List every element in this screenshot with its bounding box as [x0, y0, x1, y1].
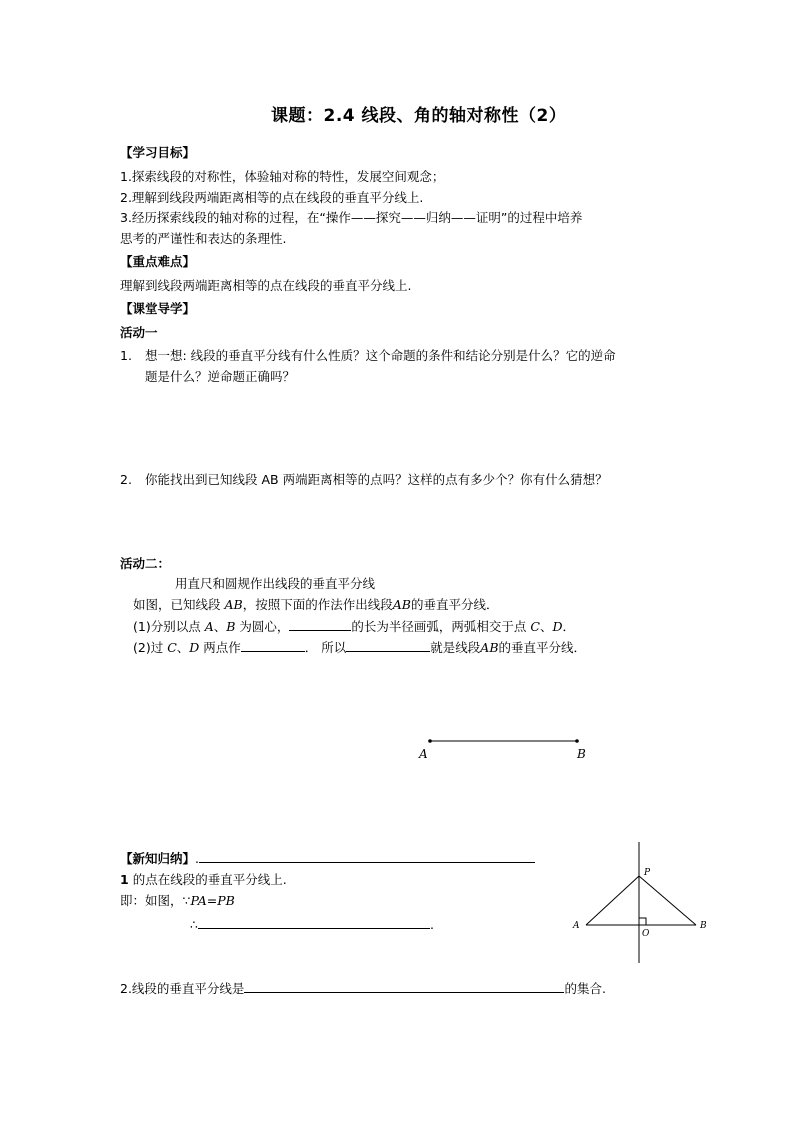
label-o: O — [642, 929, 650, 939]
point-b — [575, 739, 579, 743]
answer-blank-summary[interactable] — [199, 850, 535, 863]
question-2-text: 你能找出到已知线段 AB 两端距离相等的点吗？这样的点有多少个？你有什么猜想？ — [145, 472, 608, 487]
label-b: B — [577, 747, 586, 761]
activity1-heading: 活动一 — [120, 325, 158, 340]
question-1-line1: 想一想: 线段的垂直平分线有什么性质？这个命题的条件和结论分别是什么？它的逆命 — [145, 348, 616, 363]
activity2-heading: 活动二： — [120, 556, 171, 571]
question-1-line2: 题是什么？逆命题正确吗？ — [145, 369, 296, 384]
goal-item-3-cont: 思考的严谨性和表达的条理性. — [120, 231, 287, 246]
summary-line-1: 1 的点在线段的垂直平分线上. — [120, 872, 287, 887]
summary-line-2: 即：如图，∵PA=PB — [120, 893, 235, 908]
label-a: A — [419, 747, 428, 761]
answer-blank-line[interactable] — [241, 639, 305, 652]
key-heading: 【重点难点】 — [120, 254, 196, 269]
answer-blank-therefore[interactable] — [198, 916, 430, 929]
label-a: A — [573, 921, 580, 931]
summary-line-4: 2.线段的垂直平分线是 的集合. — [120, 981, 606, 996]
answer-blank-radius[interactable] — [289, 618, 351, 631]
summary-heading-line: 【新知归纳】. — [120, 850, 535, 866]
key-text: 理解到线段两端距离相等的点在线段的垂直平分线上. — [120, 278, 412, 293]
label-p: P — [644, 868, 651, 878]
activity2-intro: 如图，已知线段 AB，按照下面的作法作出线段AB的垂直平分线． — [133, 597, 499, 612]
page-title: 课题：2.4 线段、角的轴对称性（2） — [271, 106, 567, 126]
segment-pa — [586, 876, 639, 925]
guide-heading: 【课堂导学】 — [120, 301, 196, 316]
segment-pb — [639, 876, 696, 925]
answer-blank-conclusion[interactable] — [346, 639, 430, 652]
segment-ab-figure — [410, 730, 600, 765]
goal-item-2: 2.理解到线段两端距离相等的点在线段的垂直平分线上. — [120, 190, 424, 205]
point-a — [428, 739, 432, 743]
goal-item-3: 3.经历探索线段的轴对称的过程，在“操作——探究——归纳——证明”的过程中培养 — [120, 210, 583, 225]
goal-item-1: 1.探索线段的对称性，体验轴对称的特性，发展空间观念； — [120, 169, 445, 184]
goals-heading: 【学习目标】 — [120, 145, 196, 160]
perpendicular-bisector-figure — [566, 838, 716, 968]
construction-step-2: (2)过 C、D 两点作 ． 所以 就是线段AB的垂直平分线． — [133, 640, 587, 655]
construction-step-1: (1)分别以点 A、B 为圆心， 的长为半径画弧，两弧相交于点 C、D． — [133, 619, 576, 634]
question-1-number: 1. — [120, 348, 132, 363]
right-angle-mark — [639, 918, 646, 925]
summary-line-3: ∴ . — [190, 917, 434, 932]
answer-blank-set[interactable] — [244, 980, 564, 993]
question-2-number: 2. — [120, 472, 132, 487]
label-b: B — [700, 921, 707, 931]
activity2-subtitle: 用直尺和圆规作出线段的垂直平分线 — [175, 576, 376, 591]
